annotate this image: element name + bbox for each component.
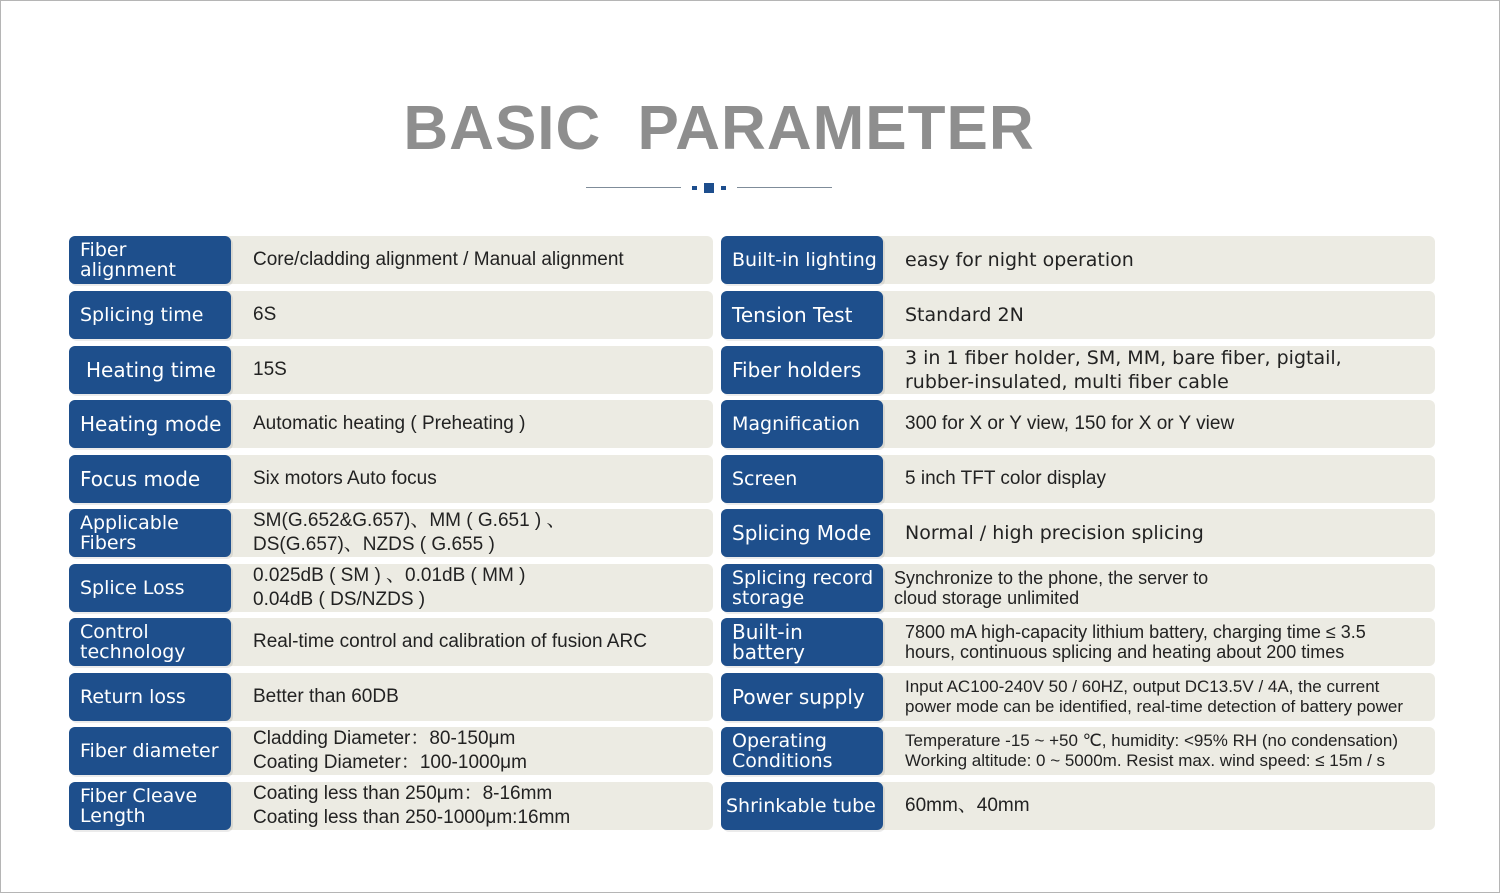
param-value: SM(G.652&G.657)、MM ( G.651 ) 、 DS(G.657)、NZDS ( G.655 ) bbox=[253, 510, 566, 555]
param-label: Screen bbox=[732, 468, 798, 490]
divider-line-left bbox=[586, 187, 681, 188]
param-value: 3 in 1 fiber holder, SM, MM, bare fiber, pigtail, rubber-insulated, multi fiber cable bbox=[905, 347, 1342, 393]
param-value: Cladding Diameter：80-150μm Coating Diameter：100-1000μm bbox=[253, 728, 527, 773]
param-label: Fiber holders bbox=[732, 358, 862, 382]
param-value: Normal / high precision splicing bbox=[905, 522, 1204, 544]
param-row-screen bbox=[721, 455, 1435, 503]
page-title: BASIC PARAMETER bbox=[403, 94, 1035, 163]
divider-dot-small-right bbox=[721, 186, 726, 190]
param-value: Core/cladding alignment / Manual alignment bbox=[253, 249, 624, 270]
param-label: Applicable Fibers bbox=[80, 512, 179, 554]
param-value: easy for night operation bbox=[905, 249, 1134, 271]
param-row-control-technology bbox=[69, 618, 713, 666]
param-row-fiber-holders bbox=[721, 346, 1435, 394]
param-label: Built-in battery bbox=[732, 620, 805, 664]
param-value: Six motors Auto focus bbox=[253, 468, 437, 489]
param-value: 6S bbox=[253, 304, 277, 325]
param-row-splice-loss bbox=[69, 564, 713, 612]
param-label: Shrinkable tube bbox=[726, 795, 876, 817]
param-label: Splicing Mode bbox=[732, 521, 872, 545]
param-row-heating-time bbox=[69, 346, 713, 394]
param-value: 60mm、40mm bbox=[905, 795, 1030, 816]
divider-dot-center bbox=[704, 183, 714, 193]
param-label: Magnification bbox=[732, 413, 860, 435]
divider-line-right bbox=[737, 187, 832, 188]
param-row-fiber-diameter bbox=[69, 727, 713, 775]
param-value: 7800 mA high-capacity lithium battery, charging time ≤ 3.5 hours, continuous splicing and heating about 200 times bbox=[905, 622, 1366, 662]
param-value: 5 inch TFT color display bbox=[905, 468, 1106, 489]
param-label: Fiber alignment bbox=[80, 239, 176, 281]
param-value: Synchronize to the phone, the server to cloud storage unlimited bbox=[894, 568, 1209, 608]
param-value: Standard 2N bbox=[905, 304, 1024, 326]
param-value: 300 for X or Y view, 150 for X or Y view bbox=[905, 413, 1235, 434]
param-label: Power supply bbox=[732, 685, 865, 709]
param-value: 15S bbox=[253, 359, 287, 380]
param-label: Return loss bbox=[80, 686, 186, 708]
param-row-return-loss bbox=[69, 673, 713, 721]
param-label: Splice Loss bbox=[80, 577, 185, 599]
param-row-built-in-lighting bbox=[721, 236, 1435, 284]
param-label: Fiber Cleave Length bbox=[80, 785, 198, 827]
param-row-splicing-time bbox=[69, 291, 713, 339]
param-row-focus-mode bbox=[69, 455, 713, 503]
param-value: 0.025dB ( SM ) 、0.01dB ( MM ) 0.04dB ( DS/NZDS ) bbox=[253, 565, 526, 610]
param-label: Heating time bbox=[86, 358, 216, 382]
param-label: Tension Test bbox=[732, 303, 853, 327]
param-row-built-in-battery bbox=[721, 618, 1435, 666]
param-row-shrinkable-tube bbox=[721, 782, 1435, 830]
title-divider bbox=[586, 183, 832, 193]
param-row-power-supply bbox=[721, 673, 1435, 721]
divider-dot-small-left bbox=[692, 186, 697, 190]
param-value: Automatic heating ( Preheating ) bbox=[253, 413, 526, 434]
param-label: Splicing record storage bbox=[732, 567, 874, 609]
param-row-splicing-mode bbox=[721, 509, 1435, 557]
param-row-fiber-cleave-length bbox=[69, 782, 713, 830]
param-row-fiber-alignment bbox=[69, 236, 713, 284]
param-value: Real-time control and calibration of fusion ARC bbox=[253, 631, 647, 652]
param-label: Control technology bbox=[80, 621, 186, 663]
param-row-operating-conditions bbox=[721, 727, 1435, 775]
param-label: Built-in lighting bbox=[732, 249, 877, 271]
param-label: Heating mode bbox=[80, 412, 222, 436]
param-row-splicing-record-storage bbox=[721, 564, 1435, 612]
param-label: Splicing time bbox=[80, 304, 204, 326]
param-label: Operating Conditions bbox=[732, 730, 833, 772]
param-value: Coating less than 250μm：8-16mm Coating less than 250-1000μm:16mm bbox=[253, 783, 571, 828]
param-row-heating-mode bbox=[69, 400, 713, 448]
param-label: Focus mode bbox=[80, 467, 201, 491]
param-value: Temperature -15 ~ +50 ℃, humidity: <95% RH (no condensation) Working altitude: 0 ~ 5000m. Resist max. wind speed: ≤ 15m / s bbox=[905, 731, 1398, 770]
param-value: Input AC100-240V 50 / 60HZ, output DC13.5V / 4A, the current power mode can be identified, real-time detection of battery power bbox=[905, 677, 1403, 716]
param-label: Fiber diameter bbox=[80, 740, 219, 762]
param-row-tension-test bbox=[721, 291, 1435, 339]
param-row-applicable-fibers bbox=[69, 509, 713, 557]
param-value: Better than 60DB bbox=[253, 686, 399, 707]
param-row-magnification bbox=[721, 400, 1435, 448]
